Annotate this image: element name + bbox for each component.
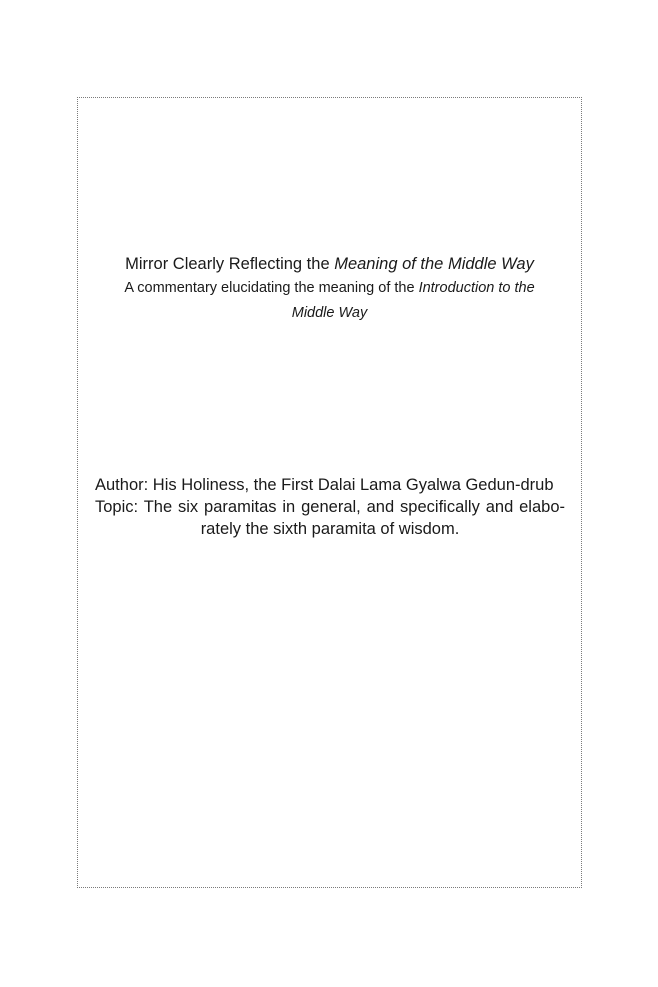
info-block bbox=[95, 474, 565, 540]
main-title-plain: Mirror Clearly Reflecting the bbox=[125, 255, 335, 273]
subtitle bbox=[105, 276, 555, 326]
topic-line: Topic: The six paramitas in general, and specifically and elabo-rately the sixth paramita of wisdom. bbox=[95, 498, 565, 538]
main-title bbox=[77, 252, 582, 276]
main-title-italic: Meaning of the Middle Way bbox=[334, 255, 534, 273]
author-line: Author: His Holiness, the First Dalai Lama Gyalwa Gedun-drub bbox=[95, 476, 554, 494]
subtitle-italic: Introduction to the Middle Way bbox=[291, 280, 535, 321]
title-block bbox=[77, 252, 582, 326]
subtitle-plain: A commentary elucidating the meaning of the bbox=[124, 280, 419, 296]
